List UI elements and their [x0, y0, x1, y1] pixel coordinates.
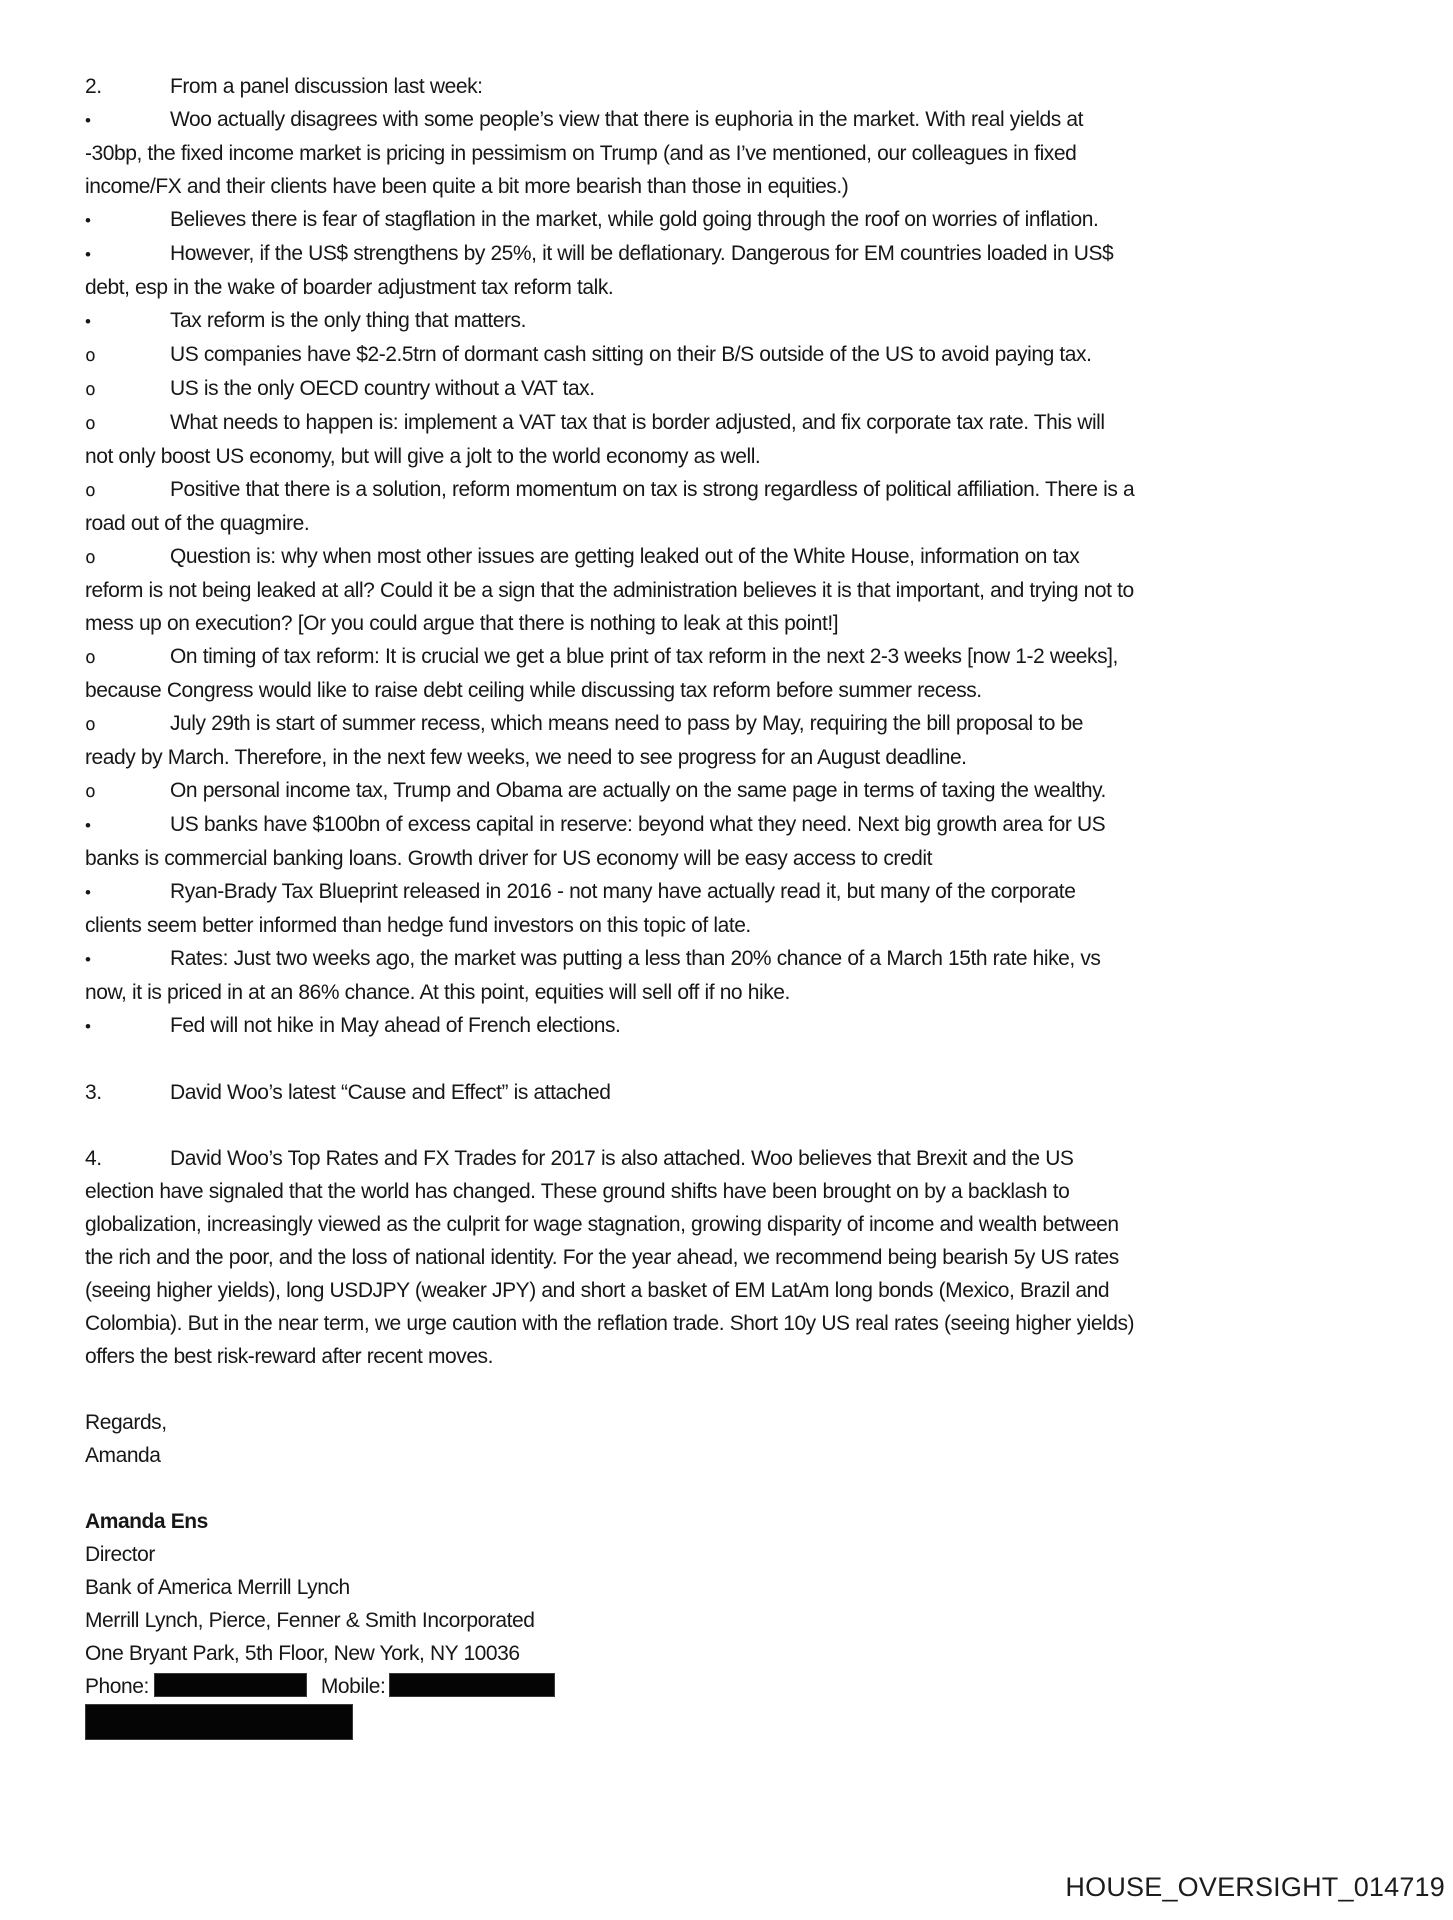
- item-text: From a panel discussion last week:: [170, 75, 483, 98]
- item-text: Tax reform is the only thing that matters.: [170, 309, 526, 332]
- sub-bullet-marker: o: [85, 480, 96, 501]
- contact-line: [85, 1670, 1135, 1703]
- item-text: Believes there is fear of stagflation in the market, while gold going through the roof on worries of inflation.: [170, 208, 1099, 231]
- item-text: On personal income tax, Trump and Obama are actually on the same page in terms of taxing the wealthy.: [170, 779, 1106, 802]
- list-item: [85, 304, 1135, 338]
- bullet-marker: •: [85, 950, 91, 969]
- list-item: [85, 1009, 1135, 1043]
- item-text: July 29th is start of summer recess, which means need to pass by May, requiring the bill proposal to be ready by March. Therefore, in the next few weeks, we need to see progress for an August deadline.: [85, 712, 1084, 769]
- item-text: US companies have $2-2.5trn of dormant cash sitting on their B/S outside of the US to avoid paying tax.: [170, 343, 1092, 366]
- item-text: Positive that there is a solution, reform momentum on tax is strong regardless of political affiliation. There is a road out of the quagmire.: [85, 478, 1135, 535]
- signature-line: Regards,: [85, 1411, 167, 1434]
- document-body: [85, 70, 1135, 1742]
- signature-line: Merrill Lynch, Pierce, Fenner & Smith Incorporated: [85, 1609, 535, 1632]
- item-text: Ryan-Brady Tax Blueprint released in 2016 - not many have actually read it, but many of the corporate clients seem better informed than hedge fund investors on this topic of late.: [85, 880, 1076, 937]
- item-text: David Woo’s latest “Cause and Effect” is attached: [170, 1081, 611, 1104]
- bullet-marker: •: [85, 111, 91, 130]
- list-item: [85, 540, 1135, 640]
- item-text: Fed will not hike in May ahead of French elections.: [170, 1014, 621, 1037]
- blank-line: [85, 1373, 1135, 1406]
- bullet-marker: •: [85, 245, 91, 264]
- item-number: 2.: [85, 75, 102, 98]
- item-text: US banks have $100bn of excess capital in reserve: beyond what they need. Next big growth area for US banks is commercial banking loans. Growth driver for US economy will be easy access to credit: [85, 813, 1106, 870]
- signature-line: Director: [85, 1543, 155, 1566]
- item-text: Rates: Just two weeks ago, the market was putting a less than 20% chance of a March 15th rate hike, vs now, it is priced in at an 86% chance. At this point, equities will sell off if no hike.: [85, 947, 1101, 1004]
- redacted-mobile-number: [389, 1673, 555, 1697]
- list-item: [85, 808, 1135, 875]
- bates-number: HOUSE_OVERSIGHT_014719: [1065, 1872, 1445, 1902]
- signature-line: Amanda Ens: [85, 1510, 208, 1533]
- list-item: [85, 1076, 1135, 1109]
- redacted-email-block: [85, 1704, 353, 1740]
- list-item: [85, 103, 1135, 203]
- list-item: [85, 203, 1135, 237]
- blank-line: [85, 1043, 1135, 1076]
- list-item: [85, 942, 1135, 1009]
- blank-line: [85, 1109, 1135, 1142]
- list-item: [85, 640, 1135, 707]
- list-item: [85, 237, 1135, 304]
- item-text: What needs to happen is: implement a VAT tax that is border adjusted, and fix corporate tax rate. This will not only boost US economy, but will give a jolt to the world economy as well.: [85, 411, 1105, 468]
- sub-bullet-marker: o: [85, 413, 96, 434]
- redacted-phone-number: [154, 1673, 307, 1697]
- bullet-marker: •: [85, 211, 91, 230]
- sub-bullet-marker: o: [85, 781, 96, 802]
- sub-bullet-marker: o: [85, 379, 96, 400]
- list-item: [85, 1142, 1135, 1373]
- mobile-label: Mobile:: [320, 1675, 386, 1698]
- bullet-marker: •: [85, 883, 91, 902]
- phone-label: Phone:: [85, 1675, 149, 1698]
- list-item: [85, 338, 1135, 372]
- blank-line: [85, 1472, 1135, 1505]
- bullet-marker: •: [85, 1017, 91, 1036]
- redacted-line: [85, 1706, 1135, 1742]
- list-item: [85, 473, 1135, 540]
- sub-bullet-marker: o: [85, 547, 96, 568]
- bullet-marker: •: [85, 312, 91, 331]
- bullet-marker: •: [85, 816, 91, 835]
- sub-bullet-marker: o: [85, 714, 96, 735]
- signature-line: One Bryant Park, 5th Floor, New York, NY 10036: [85, 1642, 520, 1665]
- item-text: On timing of tax reform: It is crucial we get a blue print of tax reform in the next 2-3 weeks [now 1-2 weeks], because Congress would like to raise debt ceiling while discussing tax reform before summer recess.: [85, 645, 1118, 702]
- list-item: [85, 707, 1135, 774]
- item-text: However, if the US$ strengthens by 25%, it will be deflationary. Dangerous for EM countries loaded in US$ debt, esp in the wake of boarder adjustment tax reform talk.: [85, 242, 1114, 299]
- list-item: [85, 774, 1135, 808]
- list-item: [85, 70, 1135, 103]
- item-text: David Woo’s Top Rates and FX Trades for 2017 is also attached. Woo believes that Brexit and the US election have signaled that the world has changed. These ground shifts have been brought on by a backlash to globalization, increasingly viewed as the culprit for wage stagnation, growing disparity of income and wealth between the rich and the poor, and the loss of national identity. For the year ahead, we recommend being bearish 5y US rates (seeing higher yields), long USDJPY (weaker JPY) and short a basket of EM LatAm long bonds (Mexico, Brazil and Colombia). But in the near term, we urge caution with the reflation trade. Short 10y US real rates (seeing higher yields) offers the best risk-reward after recent moves.: [85, 1147, 1135, 1368]
- item-number: 3.: [85, 1081, 102, 1104]
- list-item: [85, 875, 1135, 942]
- item-number: 4.: [85, 1147, 102, 1170]
- item-text: Question is: why when most other issues are getting leaked out of the White House, information on tax reform is not being leaked at all? Could it be a sign that the administration believes it is that important, and trying not to mess up on execution? [Or you could argue that there is nothing to leak at this point!]: [85, 545, 1134, 635]
- sub-bullet-marker: o: [85, 647, 96, 668]
- list-item: [85, 372, 1135, 406]
- sub-bullet-marker: o: [85, 345, 96, 366]
- signature-line: Amanda: [85, 1444, 161, 1467]
- item-text: US is the only OECD country without a VAT tax.: [170, 377, 595, 400]
- signature-line: Bank of America Merrill Lynch: [85, 1576, 350, 1599]
- list-item: [85, 406, 1135, 473]
- item-text: Woo actually disagrees with some people’s view that there is euphoria in the market. With real yields at -30bp, the fixed income market is pricing in pessimism on Trump (and as I’ve mentioned, our colleagues in fixed income/FX and their clients have been quite a bit more bearish than those in equities.): [85, 108, 1083, 198]
